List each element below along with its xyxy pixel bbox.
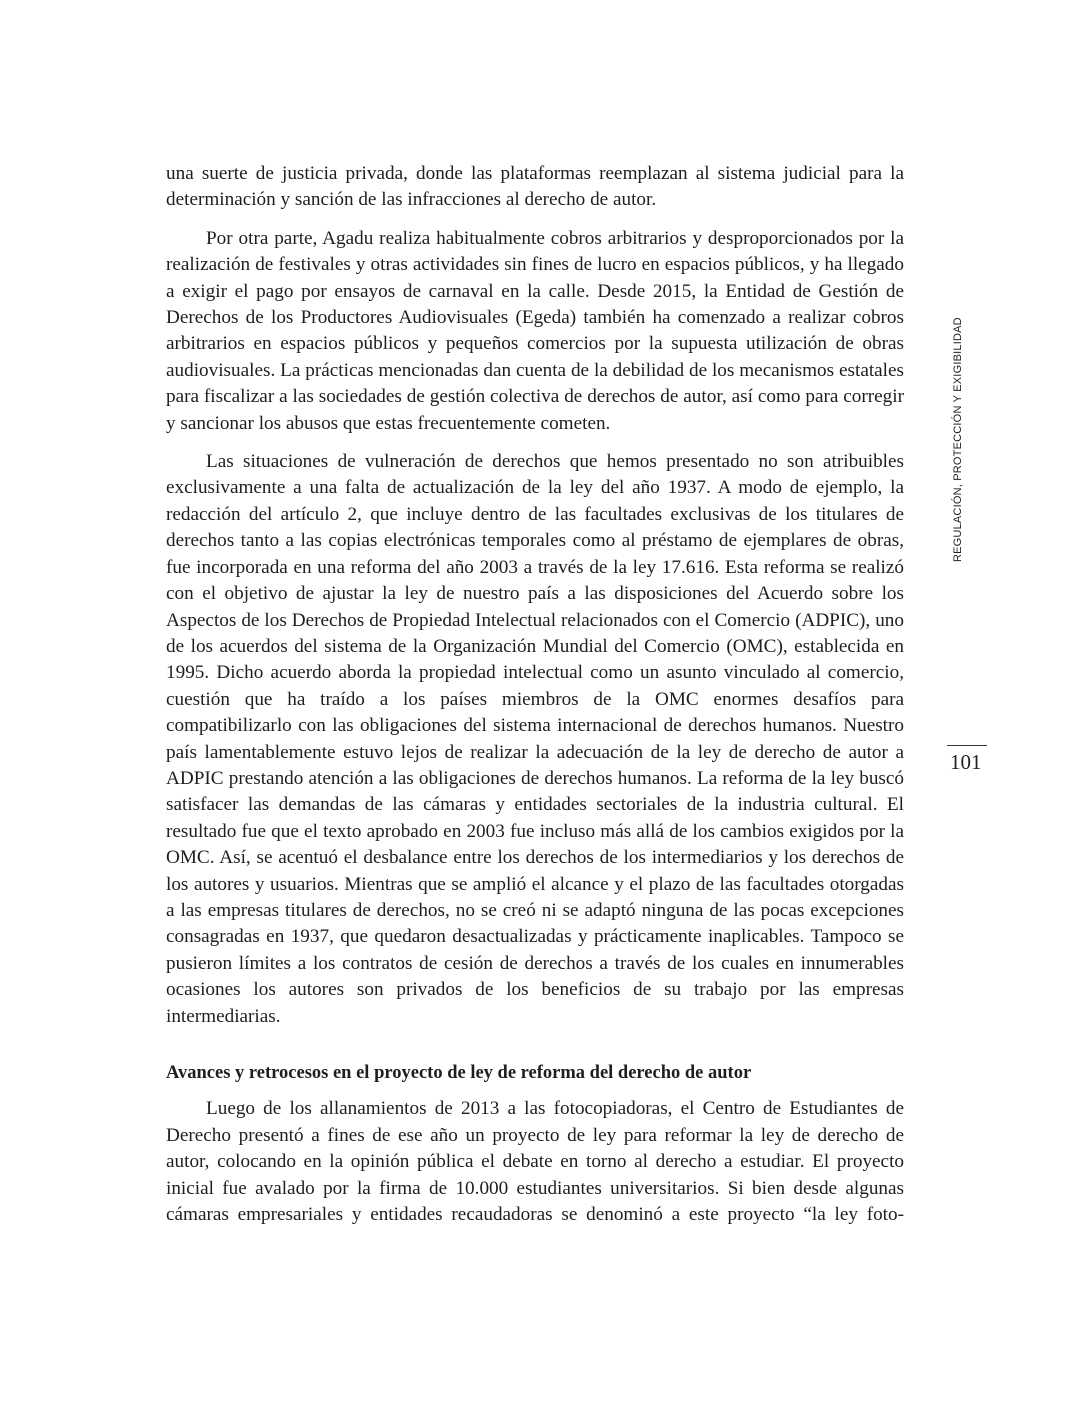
paragraph: Por otra parte, Agadu realiza habitualmente cobros arbitrarios y desproporcionados por la realización de festivales y otras actividades sin fines de lucro en espacios públicos, y ha llegado a exigir el pago por ensayos de carnaval en la calle. Desde 2015, la Entidad de Gestión de Derechos de los Productores Audiovisuales (Egeda) también ha comenzado a realizar cobros arbitrarios en espacios públicos y pequeños comercios por la supuesta utilización de obras audiovisuales. La prácticas mencionadas dan cuenta de la debilidad de los mecanismos estatales para fiscalizar a las sociedades de gestión colectiva de derechos de autor, así como para corregir y sancionar los abusos que estas frecuentemente cometen. — [166, 227, 904, 434]
paragraph-continuation: una suerte de justicia privada, donde las plataformas reemplazan al sistema judicial para la determinación y sanción de las infracciones al derecho de autor. — [166, 163, 904, 211]
paragraph: Las situaciones de vulneración de derechos que hemos presentado no son atribuibles exclusivamente a una falta de actualización de la ley del año 1937. A modo de ejemplo, la redacción del artículo 2, que incluye dentro de las facultades exclusivas de los titulares de derechos tanto a las copias electrónicas temporales como al préstamo de ejemplares de obras, fue incorporada en una reforma del año 2003 a través de la ley 17.616. Esta reforma se realizó con el objetivo de ajustar la ley de nuestro país a las disposiciones del Acuerdo sobre los Aspectos de los Derechos de Propiedad Intelectual relacionados con el Comercio (ADPIC), uno de los acuerdos del sistema de la Organización Mundial del Comercio (OMC), establecida en 1995. Dicho acuerdo aborda la propiedad intelectual como un asunto vinculado al comercio, cuestión que ha traído a los países miembros de la OMC enormes desafíos para compatibilizarlo con las obligaciones del sistema internacional de derechos humanos. Nuestro país lamentablemente estuvo lejos de realizar la adecuación de la ley de derecho de autor a ADPIC prestando atención a las obligaciones de derechos humanos. La reforma de la ley buscó satisfacer las demandas de las cámaras y entidades sectoriales de la industria cultural. El resultado fue que el texto aprobado en 2003 fue incluso más allá de los cambios exigidos por la OMC. Así, se acentuó el desbalance entre los derechos de los intermediarios y los derechos de los autores y usuarios. Mientras que se amplió el alcance y el plazo de las facultades otorgadas a las empresas titulares de derechos, no se creó ni se adaptó ninguna de las pocas excepciones consagradas en 1937, que quedaron desactualizadas y prácticamente inaplicables. Tampoco se pusieron límites a los contratos de cesión de derechos a través de los cuales en innumerables ocasiones los autores son privados de los beneficios de su trabajo por las empresas intermediarias. — [166, 451, 904, 1027]
paragraph: Luego de los allanamientos de 2013 a las fotocopiadoras, el Centro de Estudiantes de Derecho presentó a fines de ese año un proyecto de ley para reformar la ley de derecho de autor, colocando en la opinión pública el debate en torno al derecho a estudiar. El proyecto inicial fue avalado por la firma de 10.000 estudiantes universitarios. Si bien desde algunas cámaras empresariales y entidades recaudadoras se denominó a este proyecto “la ley foto- — [166, 1098, 904, 1226]
running-header-vertical: REGULACIÓN, PROTECCIÓN Y EXIGIBILIDAD — [952, 317, 964, 562]
body-text — [166, 161, 904, 1228]
page-number: 101 — [950, 750, 982, 774]
page-number-rule — [947, 745, 987, 746]
section-heading: Avances y retrocesos en el proyecto de ley de reforma del derecho de autor — [166, 1063, 752, 1083]
